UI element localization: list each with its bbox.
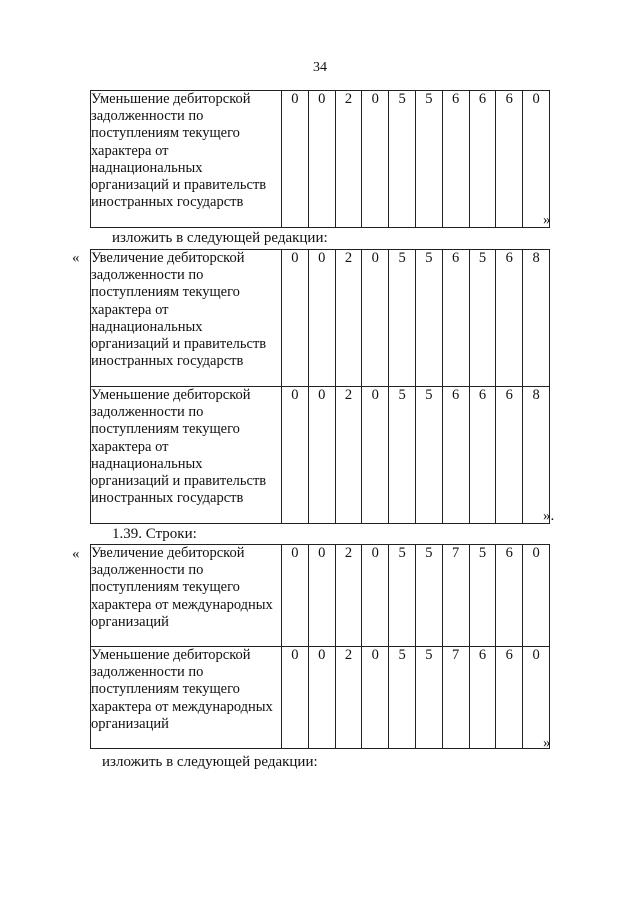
code-digit: 6: [442, 387, 469, 524]
code-digit: 5: [389, 250, 416, 387]
code-digit: 7: [442, 545, 469, 647]
code-digit: 5: [389, 387, 416, 524]
code-digit: 0: [308, 545, 335, 647]
row-description: Уменьшение дебиторской задолженности по поступлениям текущего характера от международных организаций: [91, 647, 282, 749]
code-digit: 6: [496, 545, 523, 647]
code-table-3: [90, 544, 538, 749]
code-digit: 0: [362, 647, 389, 749]
code-digit: 0: [523, 91, 550, 228]
instruction-text: изложить в следующей редакции:: [102, 754, 318, 770]
code-digit: 8: [523, 250, 550, 387]
code-digit: 5: [415, 250, 442, 387]
table-row: [91, 91, 550, 228]
code-digit: 7: [442, 647, 469, 749]
code-digit: 0: [523, 647, 550, 749]
row-description: Увеличение дебиторской задолженности по поступлениям текущего характера от международных организаций: [91, 545, 282, 647]
code-digit: 0: [362, 91, 389, 228]
code-digit: 5: [415, 545, 442, 647]
code-digit: 0: [282, 250, 309, 387]
page-number: 34: [313, 60, 327, 75]
table-row: [91, 647, 550, 749]
code-digit: 6: [469, 647, 496, 749]
code-digit: 2: [335, 387, 362, 524]
code-digit: 0: [523, 545, 550, 647]
opening-quote: «: [72, 250, 80, 266]
code-digit: 6: [496, 387, 523, 524]
code-digit: 5: [389, 545, 416, 647]
instruction-text: изложить в следующей редакции:: [112, 230, 328, 246]
code-table-2: [90, 249, 538, 524]
code-digit: 0: [308, 250, 335, 387]
closing-quote: ».: [543, 508, 555, 524]
code-digit: 5: [389, 91, 416, 228]
code-digit: 5: [469, 545, 496, 647]
code-table-1: [90, 90, 538, 228]
table-row: [91, 545, 550, 647]
code-digit: 0: [282, 647, 309, 749]
row-description: Увеличение дебиторской задолженности по поступлениям текущего характера от наднациональных организаций и правительств иностранных государств: [91, 250, 282, 387]
code-digit: 0: [362, 545, 389, 647]
row-description: Уменьшение дебиторской задолженности по поступлениям текущего характера от наднациональных организаций и правительств иностранных государств: [91, 91, 282, 228]
closing-quote: »: [543, 212, 551, 228]
code-digit: 0: [308, 387, 335, 524]
opening-quote: «: [72, 546, 80, 562]
code-digit: 8: [523, 387, 550, 524]
code-digit: 2: [335, 545, 362, 647]
code-digit: 5: [415, 91, 442, 228]
code-digit: 6: [442, 250, 469, 387]
code-digit: 6: [442, 91, 469, 228]
code-digit: 6: [496, 250, 523, 387]
code-digit: 6: [496, 647, 523, 749]
code-digit: 0: [362, 250, 389, 387]
code-digit: 2: [335, 250, 362, 387]
code-digit: 2: [335, 91, 362, 228]
row-description: Уменьшение дебиторской задолженности по поступлениям текущего характера от наднациональных организаций и правительств иностранных государств: [91, 387, 282, 524]
code-digit: 6: [469, 91, 496, 228]
code-digit: 0: [282, 387, 309, 524]
code-digit: 5: [415, 647, 442, 749]
code-digit: 5: [469, 250, 496, 387]
table-row: [91, 250, 550, 387]
code-digit: 6: [496, 91, 523, 228]
code-digit: 6: [469, 387, 496, 524]
table-row: [91, 387, 550, 524]
section-heading: 1.39. Строки:: [112, 526, 197, 542]
closing-quote: »: [543, 735, 551, 751]
code-digit: 0: [308, 91, 335, 228]
code-digit: 5: [415, 387, 442, 524]
code-digit: 0: [282, 545, 309, 647]
code-digit: 2: [335, 647, 362, 749]
code-digit: 0: [282, 91, 309, 228]
code-digit: 5: [389, 647, 416, 749]
code-digit: 0: [362, 387, 389, 524]
code-digit: 0: [308, 647, 335, 749]
